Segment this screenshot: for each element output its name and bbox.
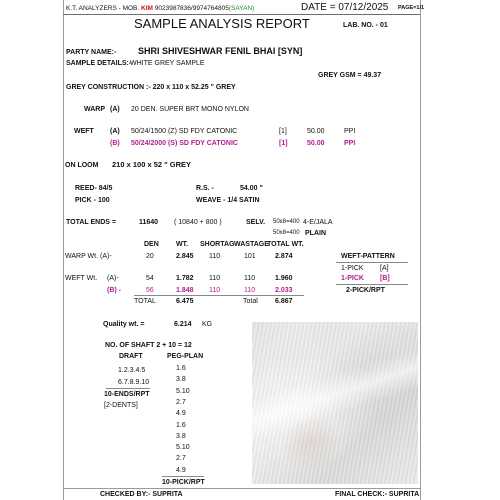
weights-total-wt: 6.475 <box>176 298 194 305</box>
peg-plan-row: 5.10 <box>176 387 190 395</box>
weft-a-count: [1] <box>279 128 287 135</box>
weave: WEAVE - 1/4 SATIN <box>196 197 260 204</box>
grand-total-value: 6.867 <box>275 298 293 305</box>
report-date: DATE = 07/12/2025 <box>301 2 389 13</box>
weights-total-divider <box>134 295 304 296</box>
weft-weight-label: WEFT Wt. <box>65 275 98 282</box>
weft-a-den: 54 <box>146 275 154 282</box>
weft-b-wt: 1.848 <box>176 287 194 294</box>
peg-plan-row: 2.7 <box>176 398 186 406</box>
sample-details-label: SAMPLE DETAILS:- <box>66 60 132 67</box>
weft-b-tag: (B) <box>110 140 120 147</box>
draft-dents: [2-DENTS] <box>104 402 138 409</box>
warp-den: 20 <box>146 253 154 260</box>
peg-plan-footer: 10-PICK/RPT <box>162 479 205 486</box>
weft-a-wastage: 110 <box>244 275 256 282</box>
weights-total-label: TOTAL <box>134 298 156 305</box>
quality-weight-label: Quality wt. = <box>103 321 145 328</box>
warp-weight-label: WARP Wt. (A)- <box>65 253 112 260</box>
weft-a-description: 50/24/1500 (Z) SD FDY CATONIC <box>131 128 238 135</box>
col-wastage: WASTAGE <box>234 241 269 248</box>
col-wt: WT. <box>176 241 189 248</box>
weft-a-ppi: PPI <box>344 128 356 135</box>
weft-b-weight-label: (B) - <box>107 287 121 294</box>
checked-by: CHECKED BY:- SUPRITA <box>100 491 183 498</box>
weft-a-value: 50.00 <box>307 128 325 135</box>
grey-construction: GREY CONSTRUCTION :- 220 x 110 x 52.25 " GREY <box>66 84 236 91</box>
quality-weight-value: 6.214 <box>174 321 192 328</box>
grey-gsm: GREY GSM = 49.37 <box>318 72 382 79</box>
page-number: PAGE=1/1 <box>398 5 425 11</box>
company-label: K.T. ANALYZERS - MOB. <box>66 5 140 12</box>
header-divider <box>63 14 420 15</box>
on-loom-value: 210 x 100 x 52 " GREY <box>112 160 192 169</box>
weft-b-total: 2.033 <box>275 287 293 294</box>
final-check: FINAL CHECK:- SUPRITA <box>335 491 420 498</box>
weft-a-total: 1.960 <box>275 275 293 282</box>
warp-wt: 2.845 <box>176 253 194 260</box>
total-ends-calc: ( 10840 + 800 ) <box>174 219 222 226</box>
total-ends-value: 11640 <box>139 219 159 226</box>
weft-pattern-row2-label: 1-PICK <box>341 275 364 282</box>
warp-label: WARP <box>84 106 105 113</box>
report-title: SAMPLE ANALYSIS REPORT <box>134 16 310 31</box>
grand-total-label: Total <box>243 298 258 305</box>
weft-a-tag: (A) <box>110 128 120 135</box>
peg-plan-row: 3.8 <box>176 376 186 384</box>
rs-label: R.S. - <box>196 185 214 192</box>
on-loom-label: ON LOOM <box>65 162 99 169</box>
draft-row: 1.2.3.4.5 <box>118 367 146 374</box>
peg-plan-row: 3.8 <box>176 432 186 440</box>
sayan-label: (SAYAN) <box>228 5 255 12</box>
reed: REED- 84/5 <box>75 185 113 192</box>
draft-underline <box>106 388 150 389</box>
peg-plan-row: 4.9 <box>176 466 186 474</box>
weft-pattern-underline <box>336 284 408 285</box>
col-shortag: SHORTAG <box>200 241 235 248</box>
sample-details-value: WHITE GREY SAMPLE <box>130 60 205 67</box>
selvedge-1: 50x8=400 <box>273 219 300 225</box>
lab-number: LAB. NO. - 01 <box>343 22 388 29</box>
draft-ends: 10-ENDS/RPT <box>104 391 150 398</box>
weft-b-shortag: 110 <box>209 287 221 294</box>
weft-pattern-footer: 2-PICK/RPT <box>346 287 385 294</box>
weft-pattern-title-underline <box>336 262 408 263</box>
warp-shortag: 110 <box>209 253 221 260</box>
party-name-label: PARTY NAME:- <box>66 49 117 56</box>
peg-plan-heading: PEG-PLAN <box>167 353 204 360</box>
weft-b-den: 56 <box>146 287 154 294</box>
rs-value: 54.00 " <box>240 185 263 192</box>
party-name-value: SHRI SHIVESHWAR FENIL BHAI [SYN] <box>138 46 303 56</box>
peg-plan-row: 1.6 <box>176 421 186 429</box>
weft-a-wt: 1.782 <box>176 275 194 282</box>
weft-b-value: 50.00 <box>307 140 325 147</box>
peg-plan-row: 4.9 <box>176 410 186 418</box>
total-ends-label: TOTAL ENDS = <box>66 219 116 226</box>
weft-pattern-row2-value: [B] <box>380 275 390 282</box>
warp-wastage: 101 <box>244 253 256 260</box>
draft-heading: DRAFT <box>119 353 143 360</box>
peg-plan-row: 1.6 <box>176 365 186 372</box>
company-name <box>66 4 254 13</box>
weft-label: WEFT <box>74 128 94 135</box>
selvedge-2: 50x8=400 <box>273 230 300 236</box>
col-total-wt: TOTAL WT. <box>267 241 304 248</box>
col-den: DEN <box>144 241 159 248</box>
warp-total: 2.874 <box>275 253 293 260</box>
fabric-sample-photo <box>252 322 418 484</box>
weft-b-wastage: 110 <box>244 287 256 294</box>
warp-a-tag: (A) <box>110 106 120 113</box>
weft-pattern-row1-value: [A] <box>380 265 389 272</box>
selvedge-1-type: 4-E/JALA <box>303 219 333 226</box>
phone-numbers: 9023987836/9974764805 <box>154 5 229 12</box>
warp-a-description: 20 DEN. SUPER BRT MONO NYLON <box>131 106 249 113</box>
selvedge-label: SELV. <box>246 219 266 226</box>
weft-a-weight-label: (A)- <box>107 275 119 282</box>
draft-row: 6.7.8.9.10 <box>118 379 150 386</box>
selvedge-2-type: PLAIN <box>305 230 326 237</box>
peg-plan-row: 2.7 <box>176 455 186 463</box>
weft-a-shortag: 110 <box>209 275 221 282</box>
footer-divider <box>63 488 420 489</box>
weft-b-count: [1] <box>279 140 288 147</box>
weft-b-description: 50/24/2000 (S) SD FDY CATONIC <box>131 140 238 147</box>
peg-plan-underline <box>162 476 204 477</box>
kim-label: KIM <box>141 5 153 12</box>
weft-pattern-row1-label: 1-PICK <box>341 265 364 272</box>
weft-pattern-title: WEFT-PATTERN <box>341 253 395 260</box>
shaft-count: NO. OF SHAFT 2 + 10 = 12 <box>105 342 192 349</box>
weft-b-ppi: PPI <box>344 140 356 147</box>
pick: PICK - 100 <box>75 197 110 204</box>
quality-weight-unit: KG <box>202 321 213 328</box>
peg-plan-row: 5.10 <box>176 444 190 452</box>
